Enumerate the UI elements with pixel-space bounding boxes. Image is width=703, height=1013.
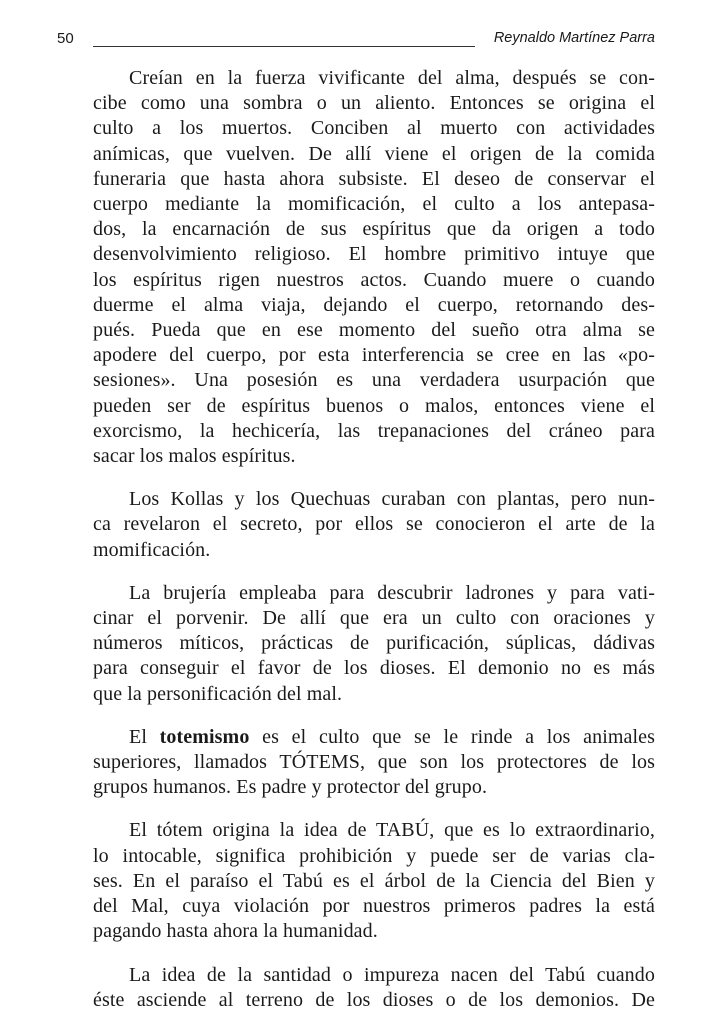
- text-line: para conseguir el favor de los dioses. El demonio no es más: [93, 657, 655, 680]
- text-line: cibe como una sombra o un aliento. Entonces se origina el: [93, 92, 655, 115]
- text-line: cinar el porvenir. De allí que era un culto con oraciones y: [93, 607, 655, 630]
- text-line: lo intocable, significa prohibición y puede ser de varias cla-: [93, 844, 655, 867]
- text-line: desenvolvimiento religioso. El hombre primitivo intuye que: [93, 243, 655, 266]
- text-line: que la personificación del mal.: [93, 682, 343, 705]
- running-header-author: Reynaldo Martínez Parra: [493, 30, 655, 46]
- text-line: funeraria que hasta ahora subsiste. El deseo de conservar el: [93, 167, 655, 190]
- text-line: cuerpo mediante la momificación, el culto a los antepasa-: [93, 193, 655, 216]
- text-line: sacar los malos espíritus.: [93, 445, 296, 468]
- text-line: ca revelaron el secreto, por ellos se conocieron el arte de la: [93, 513, 655, 536]
- text-line: grupos humanos. Es padre y protector del grupo.: [93, 776, 488, 799]
- text-line: La idea de la santidad o impureza nacen del Tabú cuando: [129, 963, 655, 986]
- paragraph: [57, 581, 655, 707]
- running-header: [57, 30, 655, 52]
- text-line: duerme el alma viaja, dejando el cuerpo, retornando des-: [93, 293, 655, 316]
- text-line: dos, la encarnación de sus espíritus que da origen a todo: [93, 218, 655, 241]
- text-line: superiores, llamados TÓTEMS, que son los protectores de los: [93, 751, 655, 774]
- paragraph: [57, 725, 655, 801]
- paragraph: [57, 963, 655, 1013]
- paragraph: [57, 818, 655, 944]
- text-line: éste asciende al terreno de los dioses o de los demonios. De: [93, 988, 655, 1011]
- text-line: [57, 725, 655, 750]
- text-line: pagando hasta ahora la humanidad.: [93, 920, 378, 943]
- text-line: números míticos, prácticas de purificación, súplicas, dádivas: [93, 632, 655, 655]
- paragraph: [57, 487, 655, 563]
- text-run: El: [129, 725, 160, 748]
- text-line: sesiones». Una posesión es una verdadera usurpación que: [93, 369, 655, 392]
- page-number: 50: [57, 30, 74, 47]
- text-line: apodere del cuerpo, por esta interferencia se cree en las «po-: [93, 344, 655, 367]
- text-run: es el culto que se le rinde a los animales: [249, 725, 655, 748]
- header-rule: [93, 46, 475, 47]
- text-line: anímicas, que vuelven. De allí viene el origen de la comida: [93, 142, 655, 165]
- text-line: los espíritus rigen nuestros actos. Cuando muere o cuando: [93, 268, 655, 291]
- paragraph: [57, 66, 655, 469]
- text-line: pueden ser de espíritus buenos o malos, entonces viene el: [93, 394, 655, 417]
- text-line: La brujería empleaba para descubrir ladrones y para vati-: [129, 581, 655, 604]
- text-line: Los Kollas y los Quechuas curaban con plantas, pero nun-: [129, 488, 655, 511]
- text-line: pués. Pueda que en ese momento del sueño otra alma se: [93, 319, 655, 342]
- page-body: [57, 66, 655, 1013]
- text-line: Creían en la fuerza vivificante del alma, después se con-: [129, 67, 655, 89]
- text-line: El tótem origina la idea de TABÚ, que es lo extraordinario,: [129, 819, 655, 842]
- text-line: momificación.: [93, 538, 211, 561]
- text-line: ses. En el paraíso el Tabú es el árbol de la Ciencia del Bien y: [93, 869, 655, 892]
- text-line: exorcismo, la hechicería, las trepanaciones del cráneo para: [93, 419, 655, 442]
- bold-term: totemismo: [159, 725, 250, 748]
- text-line: del Mal, cuya violación por nuestros primeros padres la está: [93, 895, 655, 918]
- text-line: culto a los muertos. Conciben al muerto con actividades: [93, 117, 655, 140]
